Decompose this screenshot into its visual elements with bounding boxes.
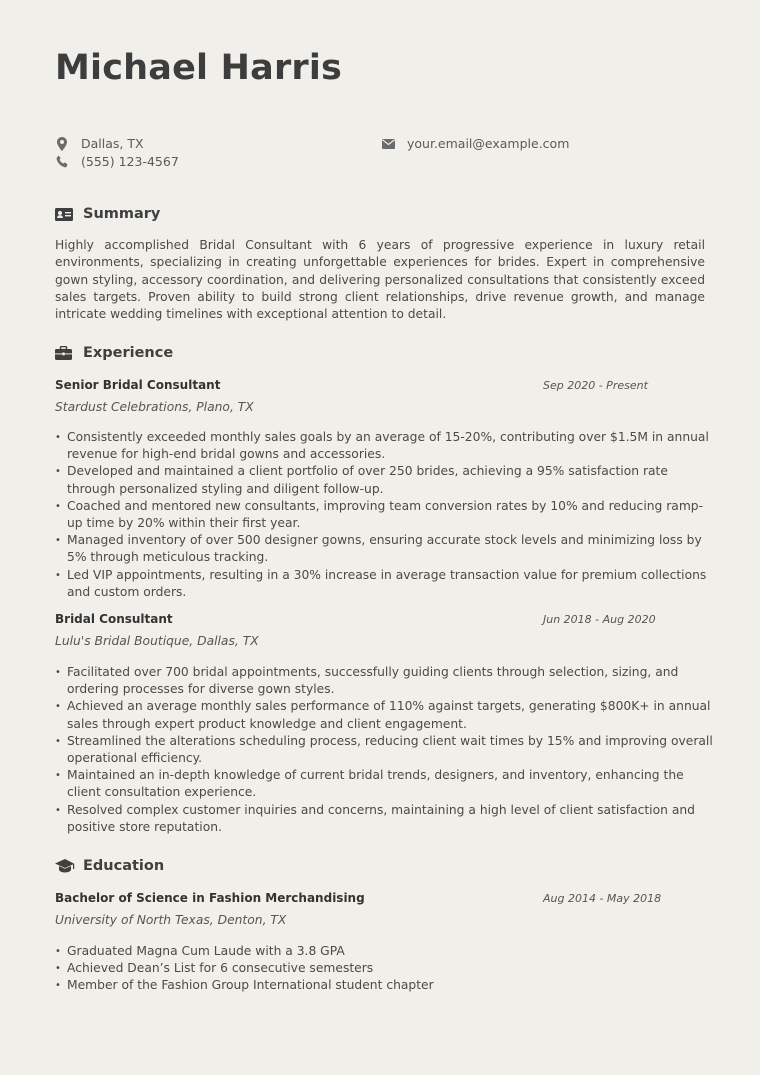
contact-email — [381, 135, 569, 152]
summary-text: Highly accomplished Bridal Consultant with 6 years of progressive experience in luxury retail environments, specializing in creating unforgettable experiences for brides. Expert in comprehensive gown styling, accessory coordination, and delivering personalized consultations that consistently exceed sales targets. Proven ability to build strong client relationships, drive revenue growth, and manage intricate wedding timelines with exceptional attention to detail. — [55, 238, 705, 322]
summary-heading — [55, 206, 160, 222]
contact-location — [55, 135, 144, 152]
list-item: • Streamlined the alterations scheduling process, reducing client wait times by 15% and improving overall operational efficiency. — [55, 733, 715, 767]
degree-title: Bachelor of Science in Fashion Merchandising — [55, 891, 365, 905]
location-text: Dallas, TX — [81, 136, 144, 151]
job-title: Senior Bridal Consultant — [55, 378, 221, 392]
job-company: Stardust Celebrations, Plano, TX — [55, 400, 254, 414]
experience-heading — [55, 345, 173, 361]
list-item: • Member of the Fashion Group International student chapter — [55, 977, 715, 994]
education-bullets — [55, 943, 715, 995]
id-card-icon — [55, 206, 75, 222]
list-item: • Facilitated over 700 bridal appointments, successfully guiding clients through selection, sizing, and ordering processes for diverse gown styles. — [55, 664, 715, 698]
envelope-icon — [381, 137, 395, 151]
list-item: • Developed and maintained a client portfolio of over 250 brides, achieving a 95% satisfaction rate through personalized styling and diligent follow-up. — [55, 463, 715, 497]
job-dates: Sep 2020 - Present — [543, 379, 648, 392]
candidate-name: Michael Harris — [55, 48, 343, 88]
list-item: • Achieved an average monthly sales performance of 110% against targets, generating $800K+ in annual sales through expert product knowledge and client engagement. — [55, 698, 715, 732]
graduation-cap-icon — [55, 858, 75, 874]
map-pin-icon — [55, 137, 69, 151]
education-dates: Aug 2014 - May 2018 — [543, 892, 662, 905]
job-company: Lulu's Bridal Boutique, Dallas, TX — [55, 634, 259, 648]
phone-icon — [55, 155, 69, 169]
experience-heading-label: Experience — [83, 345, 174, 361]
list-item: • Graduated Magna Cum Laude with a 3.8 GPA — [55, 943, 715, 960]
summary-heading-label: Summary — [83, 206, 161, 222]
email-link[interactable]: your.email@example.com — [407, 136, 570, 151]
contact-phone — [55, 153, 179, 170]
job-bullets — [55, 429, 715, 601]
list-item: • Resolved complex customer inquiries and concerns, maintaining a high level of client satisfaction and positive store reputation. — [55, 802, 715, 836]
phone-text: (555) 123-4567 — [81, 154, 179, 169]
job-title: Bridal Consultant — [55, 612, 173, 626]
school-name: University of North Texas, Denton, TX — [55, 913, 287, 927]
job-dates: Jun 2018 - Aug 2020 — [543, 613, 656, 626]
list-item: • Maintained an in-depth knowledge of current bridal trends, designers, and inventory, enhancing the client consultation experience. — [55, 767, 715, 801]
list-item: • Managed inventory of over 500 designer gowns, ensuring accurate stock levels and minimizing loss by 5% through meticulous tracking. — [55, 532, 715, 566]
education-heading — [55, 858, 164, 874]
list-item: • Achieved Dean’s List for 6 consecutive semesters — [55, 960, 715, 977]
list-item: • Led VIP appointments, resulting in a 30% increase in average transaction value for premium collections and custom orders. — [55, 567, 715, 601]
list-item: • Consistently exceeded monthly sales goals by an average of 15-20%, contributing over $1.5M in annual revenue for high-end bridal gowns and accessories. — [55, 429, 715, 463]
briefcase-icon — [55, 345, 75, 361]
list-item: • Coached and mentored new consultants, improving team conversion rates by 10% and reducing ramp-up time by 20% within their first year. — [55, 498, 715, 532]
education-heading-label: Education — [83, 858, 165, 874]
job-bullets — [55, 664, 715, 836]
